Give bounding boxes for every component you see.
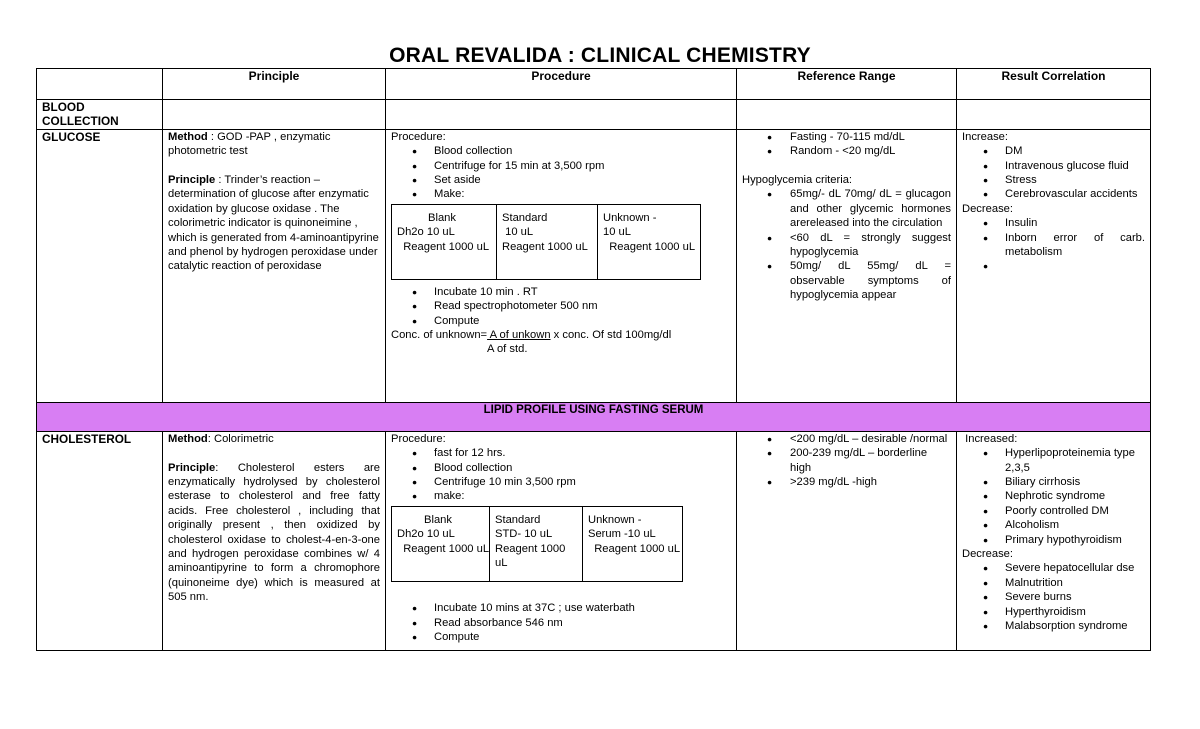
- header-empty: [37, 69, 163, 100]
- list-item: ● Make:: [391, 187, 731, 201]
- list-item: ● Poorly controlled DM: [962, 504, 1145, 518]
- lipid-banner: LIPID PROFILE USING FASTING SERUM: [37, 402, 1151, 431]
- list-item: ● Random - <20 mg/dL: [742, 144, 951, 158]
- list-item: ● Biliary cirrhosis: [962, 475, 1145, 489]
- list-item: ● make:: [391, 489, 731, 503]
- lipid-banner-row: [37, 402, 1151, 431]
- unknown-cell: Unknown - Serum -10 uL Reagent 1000 uL: [583, 506, 683, 581]
- list-item: ● Fasting - 70-115 md/dL: [742, 130, 951, 144]
- glucose-decrease-label: Decrease:: [962, 202, 1013, 215]
- header-row: [37, 69, 1151, 100]
- cholesterol-increase-label: Increased:: [962, 432, 1018, 445]
- list-item: ● Hyperthyroidism: [962, 605, 1145, 619]
- standard-cell: Standard 10 uL Reagent 1000 uL: [497, 204, 598, 279]
- header-procedure: Procedure: [386, 69, 737, 100]
- list-item: ● Insulin: [962, 216, 1145, 230]
- blood-collection-procedure-cell: [386, 100, 737, 130]
- blood-collection-reference-cell: [737, 100, 957, 130]
- cholesterol-decrease-label: Decrease:: [962, 548, 1013, 561]
- cholesterol-steps-a: [391, 446, 731, 504]
- blank-cell: Blank Dh2o 10 uL Reagent 1000 uL: [392, 204, 497, 279]
- glucose-procedure-cell: [386, 129, 737, 402]
- hypoglycemia-list: [742, 187, 951, 302]
- cholesterol-correlation-cell: [957, 431, 1151, 650]
- glucose-decrease-list: [962, 216, 1145, 274]
- cholesterol-decrease-list: [962, 561, 1145, 633]
- blood-collection-label: BLOOD COLLECTION: [37, 100, 163, 130]
- list-item: ● Severe hepatocellular dse: [962, 561, 1145, 575]
- glucose-increase-label: Increase:: [962, 130, 1009, 143]
- standard-cell: Standard STD- 10 uL Reagent 1000 uL: [490, 506, 583, 581]
- list-item: ● Hyperlipoproteinemia type 2,3,5: [962, 446, 1145, 475]
- list-item: ● Compute: [391, 630, 731, 644]
- list-item: ● <60 dL = strongly suggest hypoglycemia: [742, 231, 951, 260]
- list-item: ● Stress: [962, 173, 1145, 187]
- list-item: ● Severe burns: [962, 590, 1145, 604]
- page-title: ORAL REVALIDA : CLINICAL CHEMISTRY: [389, 44, 811, 67]
- cholesterol-reference-cell: [737, 431, 957, 650]
- hypoglycemia-label: Hypoglycemia criteria:: [742, 174, 853, 187]
- cholesterol-principle-cell: [163, 431, 386, 650]
- list-item: ● Centrifuge for 15 min at 3,500 rpm: [391, 159, 731, 173]
- list-item: ● Blood collection: [391, 461, 731, 475]
- list-item: [962, 259, 1145, 273]
- cholesterol-principle: Principle: Cholesterol esters are enzymatically hydrolysed by cholesterol esterase to cholesterol and free fatty acids. Free cholesterol , including that originally present , then oxidized by cholesterol oxidase to cholest-4-en-3-one and hydrogen peroxidase combines w/ 4 aminoantipyrine to form a chromophore (quinoneime dye) which is measured at 505 nm.: [168, 461, 380, 604]
- glucose-formula: Conc. of unknown= A of unkown x conc. Of std 100mg/dl: [391, 329, 672, 342]
- list-item: ● >239 mg/dL -high: [742, 475, 951, 489]
- glucose-row: [37, 129, 1151, 402]
- glucose-formula-denominator: A of std.: [487, 343, 528, 356]
- glucose-principle: Principle : Trinder’s reaction – determination of glucose after enzymatic oxidation by glucose oxidase . The colorimetric indicator is quinoneimine , which is generated from 4-aminoantipyrine and phenol by hydrogen peroxidase under catalytic reaction of peroxidase: [168, 174, 379, 273]
- list-item: ● fast for 12 hrs.: [391, 446, 731, 460]
- glucose-label: GLUCOSE: [37, 129, 163, 402]
- cholesterol-row: [37, 431, 1151, 650]
- list-item: ● 200-239 mg/dL – borderline high: [742, 446, 951, 475]
- glucose-procedure-label: Procedure:: [391, 130, 446, 143]
- cholesterol-method: Method: Colorimetric: [168, 432, 274, 445]
- list-item: ● Nephrotic syndrome: [962, 489, 1145, 503]
- list-item: ● <200 mg/dL – desirable /normal: [742, 432, 951, 446]
- blood-collection-correlation-cell: [957, 100, 1151, 130]
- glucose-reagent-table: [391, 204, 701, 280]
- cholesterol-increase-list: [962, 446, 1145, 547]
- glucose-correlation-cell: [957, 129, 1151, 402]
- list-item: ● Blood collection: [391, 144, 731, 158]
- list-item: ● Centrifuge 10 min 3,500 rpm: [391, 475, 731, 489]
- unknown-cell: Unknown - 10 uL Reagent 1000 uL: [598, 204, 701, 279]
- blank-cell: Blank Dh2o 10 uL Reagent 1000 uL: [392, 506, 490, 581]
- list-item: ● Incubate 10 min . RT: [391, 285, 731, 299]
- list-item: ● Incubate 10 mins at 37C ; use waterbath: [391, 601, 731, 615]
- glucose-steps-b: [391, 285, 731, 328]
- cholesterol-reagent-table: [391, 506, 683, 582]
- list-item: ● Primary hypothyroidism: [962, 533, 1145, 547]
- header-principle: Principle: [163, 69, 386, 100]
- list-item: ● Malabsorption syndrome: [962, 619, 1145, 633]
- blood-collection-principle-cell: [163, 100, 386, 130]
- cholesterol-label: CHOLESTEROL: [37, 431, 163, 650]
- header-reference-range: Reference Range: [737, 69, 957, 100]
- glucose-ref-ranges: [742, 130, 951, 159]
- list-item: ● Compute: [391, 314, 731, 328]
- glucose-steps-a: [391, 144, 731, 202]
- cholesterol-steps-b: [391, 601, 731, 644]
- glucose-method: Method : GOD -PAP , enzymatic photometric test: [168, 130, 331, 158]
- blood-collection-row: [37, 100, 1151, 130]
- cholesterol-ref-ranges: [742, 432, 951, 490]
- glucose-increase-list: [962, 144, 1145, 202]
- list-item: ● Read absorbance 546 nm: [391, 616, 731, 630]
- list-item: ● 65mg/- dL 70mg/ dL = glucagon and other glycemic hormones arereleased into the circulation: [742, 187, 951, 230]
- header-result-correlation: Result Correlation: [957, 69, 1151, 100]
- cholesterol-procedure-cell: [386, 431, 737, 650]
- glucose-reference-cell: [737, 129, 957, 402]
- list-item: ● 50mg/ dL 55mg/ dL = observable symptoms of hypoglycemia appear: [742, 259, 951, 302]
- list-item: ● Alcoholism: [962, 518, 1145, 532]
- list-item: ● Inborn error of carb. metabolism: [962, 231, 1145, 260]
- list-item: ● Set aside: [391, 173, 731, 187]
- list-item: ● Intravenous glucose fluid: [962, 159, 1145, 173]
- cholesterol-procedure-label: Procedure:: [391, 432, 446, 445]
- list-item: ● Cerebrovascular accidents: [962, 187, 1145, 201]
- revalida-table: [36, 68, 1151, 651]
- list-item: ● Read spectrophotometer 500 nm: [391, 299, 731, 313]
- list-item: ● DM: [962, 144, 1145, 158]
- list-item: ● Malnutrition: [962, 576, 1145, 590]
- glucose-principle-cell: [163, 129, 386, 402]
